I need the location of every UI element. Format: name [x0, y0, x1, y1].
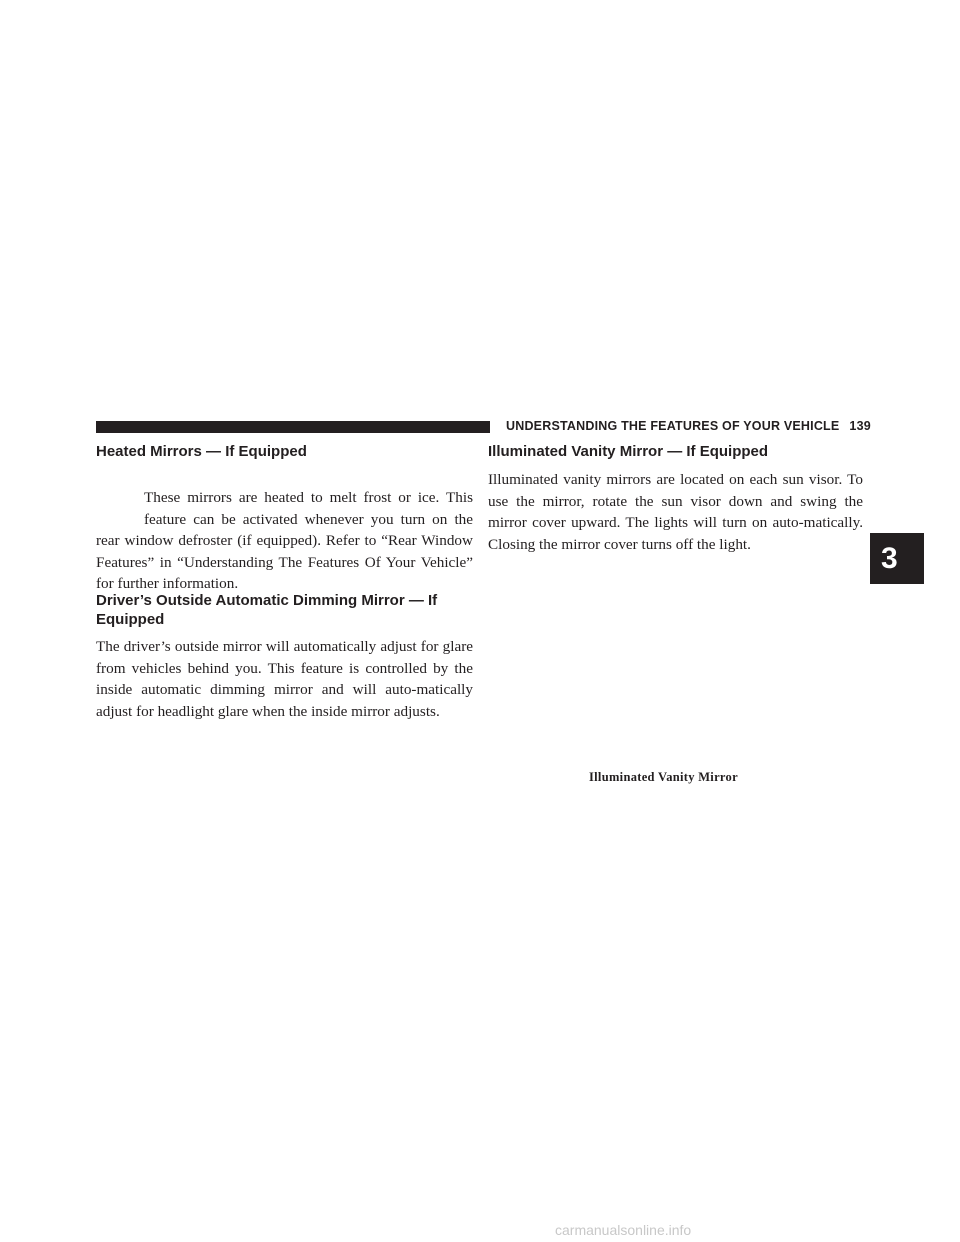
vanity-mirror-body: Illuminated vanity mirrors are located on each sun visor. To use the mirror, rotate the sun visor down and swing the mirror cover upward. The lights will turn on auto-matically. Closing the mirror cover turns off the light.	[488, 471, 863, 553]
vanity-mirror-heading: Illuminated Vanity Mirror — If Equipped	[488, 443, 769, 460]
watermark: carmanualsonline.info	[555, 1222, 692, 1238]
running-header	[506, 419, 871, 433]
dimming-mirror-heading: Driver’s Outside Automatic Dimming Mirror — If Equipped	[96, 592, 438, 628]
heated-mirrors-heading: Heated Mirrors — If Equipped	[96, 443, 307, 460]
header-rule	[96, 421, 490, 433]
heated-mirrors-body	[96, 487, 473, 595]
section-title: UNDERSTANDING THE FEATURES OF YOUR VEHICLE	[506, 419, 840, 433]
dimming-mirror-body: The driver’s outside mirror will automatically adjust for glare from vehicles behind you. This feature is controlled by the inside automatic dimming mirror and will auto-matically adjust for headlight glare when the inside mirror adjusts.	[96, 638, 473, 720]
icon-spacer	[96, 487, 144, 530]
figure-caption: Illuminated Vanity Mirror	[589, 770, 738, 784]
page-number: 139	[849, 419, 871, 433]
heated-mirrors-text: These mirrors are heated to melt frost or ice. This feature can be activated whenever you turn on the rear window defroster (if equipped). Refer to “Rear Window Features” in “Understanding The Features Of Your Vehicle” for further information.	[96, 489, 473, 593]
vanity-mirror-figure	[493, 585, 863, 760]
chapter-tab: 3	[870, 533, 924, 584]
